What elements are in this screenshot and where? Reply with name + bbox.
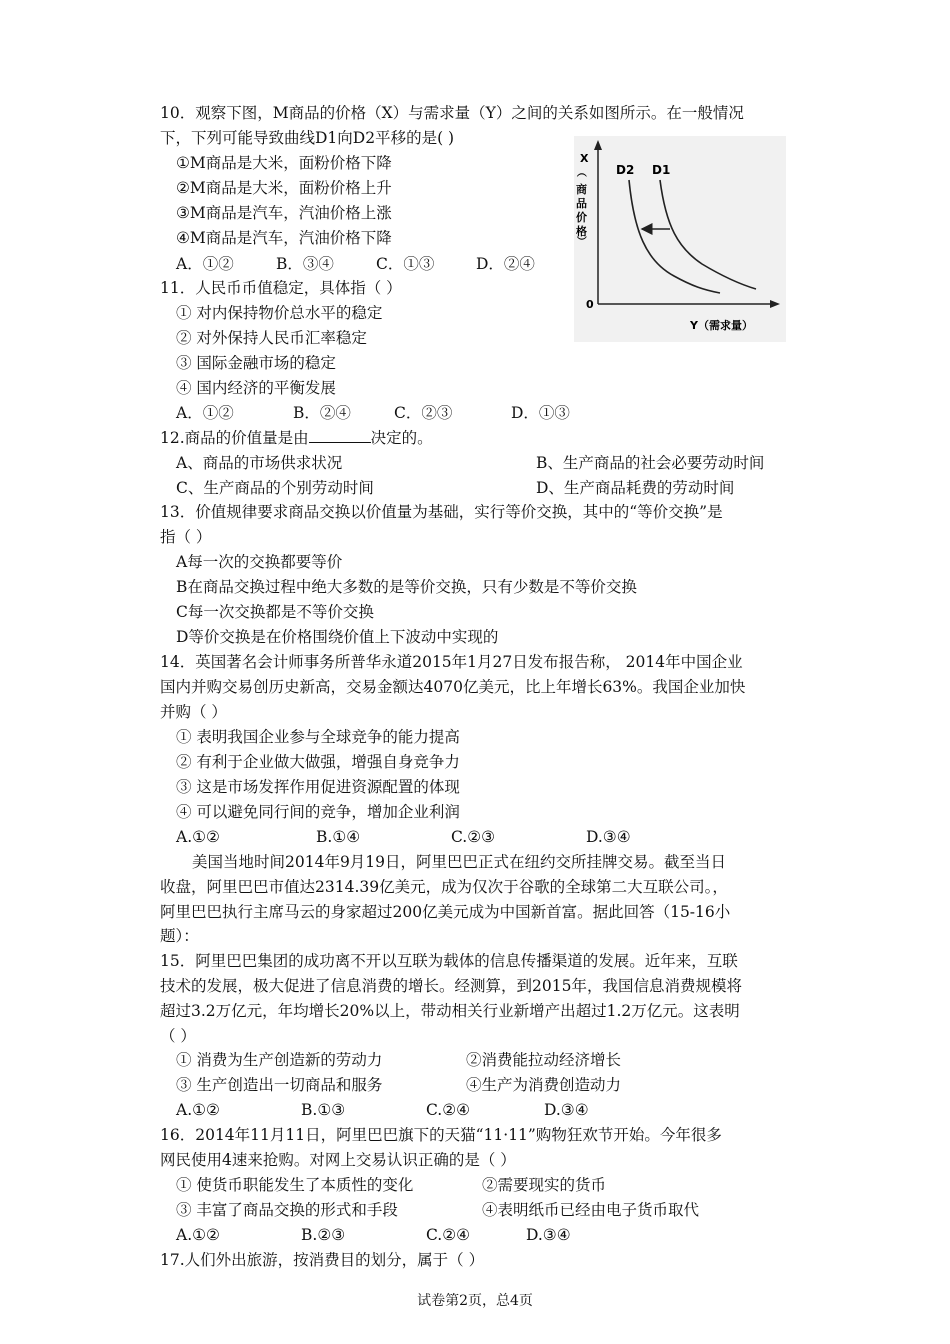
y-axis-label-5: 格 (576, 225, 587, 238)
q13-option-b: B在商品交换过程中绝大多数的是等价交换，只有少数是不等价交换 (176, 578, 637, 596)
curve-d2 (629, 180, 720, 293)
q15-option-4: ④生产为消费创造动力 (466, 1076, 622, 1094)
q10-choice-a: A．①② (176, 255, 234, 273)
q12-option-a: A、商品的市场供求状况 (176, 454, 343, 472)
q17-stem: 17.人们外出旅游，按消费目的划分，属于（ ） (160, 1251, 485, 1269)
curve-d1 (660, 180, 756, 289)
q10-stem-line2: 下，下列可能导致曲线D1向D2平移的是( ) (160, 129, 455, 147)
q11-option-1: ① 对内保持物价总水平的稳定 (176, 304, 383, 322)
q15-choice-c: C.②④ (426, 1101, 471, 1119)
q11-option-4: ④ 国内经济的平衡发展 (176, 379, 336, 397)
origin-label: 0 (586, 298, 594, 311)
q14-option-3: ③ 这是市场发挥作用促进资源配置的体现 (176, 778, 460, 796)
y-axis-label-2: 商 (576, 183, 587, 196)
q12-stem-before: 12.商品的价值量是由 (160, 429, 309, 447)
q13-option-c: C每一次交换都是不等价交换 (176, 603, 374, 621)
demand-curve-chart (574, 136, 786, 342)
q12-blank (309, 428, 371, 443)
q16-stem-line2: 网民使用4速来抢购。对网上交易认识正确的是（ ） (160, 1151, 516, 1169)
q14-choice-b: B.①④ (316, 828, 361, 846)
q15-stem-line4: （ ） (160, 1027, 196, 1045)
q14-choice-d: D.③④ (586, 828, 631, 846)
curve-d1-label: D1 (652, 163, 671, 177)
q10-choice-c: C．①③ (376, 255, 435, 273)
y-axis-arrow (594, 140, 602, 150)
q14-stem-line1: 14．英国著名会计师事务所普华永道2015年1月27日发布报告称， 2014年中国企业 (160, 653, 743, 671)
y-axis-label-3: 品 (576, 197, 587, 210)
x-axis-arrow (770, 300, 780, 308)
q15-choice-b: B.①③ (301, 1101, 346, 1119)
q15-stem-line2: 技术的发展，极大促进了信息消费的增长。经测算，到2015年，我国信息消费规模将 (160, 977, 742, 995)
q11-choice-a: A．①② (176, 404, 234, 422)
q14-choice-c: C.②③ (451, 828, 496, 846)
q14-option-1: ① 表明我国企业参与全球竞争的能力提高 (176, 728, 460, 746)
q13-option-d: D等价交换是在价格围绕价值上下波动中实现的 (176, 628, 499, 646)
q10-option-2: ②M商品是大米，面粉价格上升 (176, 179, 392, 197)
q11-choice-c: C．②③ (394, 404, 453, 422)
page-footer: 试卷第2页，总4页 (417, 1293, 533, 1309)
y-axis-label-6: ） (575, 236, 586, 246)
y-axis-label-4: 价 (576, 211, 587, 224)
q16-option-2: ②需要现实的货币 (482, 1176, 607, 1194)
q12-stem (160, 428, 433, 448)
material-line1: 美国当地时间2014年9月19日，阿里巴巴正式在纽约交所挂牌交易。截至当日 (192, 853, 727, 871)
q10-choice-b: B．③④ (276, 255, 334, 273)
q15-stem-line1: 15．阿里巴巴集团的成功离不开以互联为载体的信息传播渠道的发展。近年来，互联 (160, 952, 738, 970)
q14-stem-line3: 并购（ ） (160, 703, 227, 721)
q11-stem: 11．人民币币值稳定，具体指（ ） (160, 279, 402, 297)
q13-stem-line1: 13．价值规律要求商品交换以价值量为基础，实行等价交换，其中的“等价交换”是 (160, 503, 723, 521)
demand-curve-figure (574, 136, 786, 342)
curve-d2-label: D2 (616, 163, 635, 177)
material-line3: 阿里巴巴执行主席马云的身家超过200亿美元成为中国新首富。据此回答（15-16小 (160, 903, 731, 921)
q11-option-3: ③ 国际金融市场的稳定 (176, 354, 336, 372)
q10-choice-d: D．②④ (476, 255, 535, 273)
q10-stem-line1: 10．观察下图，M商品的价格（X）与需求量（Y）之间的关系如图所示。在一般情况 (160, 104, 744, 122)
q15-option-1: ① 消费为生产创造新的劳动力 (176, 1051, 383, 1069)
q16-stem-line1: 16．2014年11月11日，阿里巴巴旗下的天猫“11·11”购物狂欢节开始。今年很多 (160, 1126, 722, 1144)
q15-stem-line3: 超过3.2万亿元，年均增长20%以上，带动相关行业新增产出超过1.2万亿元。这表明 (160, 1002, 740, 1020)
q10-option-3: ③M商品是汽车，汽油价格上涨 (176, 204, 392, 222)
q15-choice-d: D.③④ (544, 1101, 589, 1119)
q10-option-4: ④M商品是汽车，汽油价格下降 (176, 229, 392, 247)
q16-choice-d: D.③④ (526, 1226, 571, 1244)
q11-choice-b: B．②④ (293, 404, 351, 422)
q10-option-1: ①M商品是大米，面粉价格下降 (176, 154, 392, 172)
q15-choice-a: A.①② (176, 1101, 220, 1119)
y-axis-label-1: （ (575, 167, 586, 177)
q15-option-3: ③ 生产创造出一切商品和服务 (176, 1076, 383, 1094)
q12-stem-after: 决定的。 (370, 429, 433, 447)
material-line4: 题）： (160, 927, 199, 945)
q16-choice-c: C.②④ (426, 1226, 471, 1244)
q14-option-2: ② 有利于企业做大做强，增强自身竞争力 (176, 753, 460, 771)
q13-stem-line2: 指（ ） (160, 528, 212, 546)
q12-option-b: B、生产商品的社会必要劳动时间 (536, 454, 765, 472)
q16-choice-b: B.②③ (301, 1226, 346, 1244)
q16-option-4: ④表明纸币已经由电子货币取代 (482, 1201, 700, 1219)
q16-option-1: ① 使货币职能发生了本质性的变化 (176, 1176, 414, 1194)
q14-choice-a: A.①② (176, 828, 220, 846)
q11-choice-d: D．①③ (511, 404, 570, 422)
material-line2: 收盘，阿里巴巴市值达2314.39亿美元，成为仅次于谷歌的全球第二大互联公司。， (160, 878, 728, 896)
q12-option-c: C、生产商品的个别劳动时间 (176, 479, 374, 497)
q11-option-2: ② 对外保持人民币汇率稳定 (176, 329, 367, 347)
q15-option-2: ②消费能拉动经济增长 (466, 1051, 622, 1069)
q16-option-3: ③ 丰富了商品交换的形式和手段 (176, 1201, 398, 1219)
q14-stem-line2: 国内并购交易创历史新高，交易金额达4070亿美元，比上年增长63%。我国企业加快 (160, 678, 746, 696)
y-axis-label-0: X (580, 152, 589, 165)
q13-option-a: A每一次的交换都要等价 (176, 553, 343, 571)
q12-option-d: D、生产商品耗费的劳动时间 (536, 479, 735, 497)
q16-choice-a: A.①② (176, 1226, 220, 1244)
x-axis-label: Y（需求量） (690, 319, 753, 332)
q14-option-4: ④ 可以避免同行间的竞争，增加企业利润 (176, 803, 460, 821)
